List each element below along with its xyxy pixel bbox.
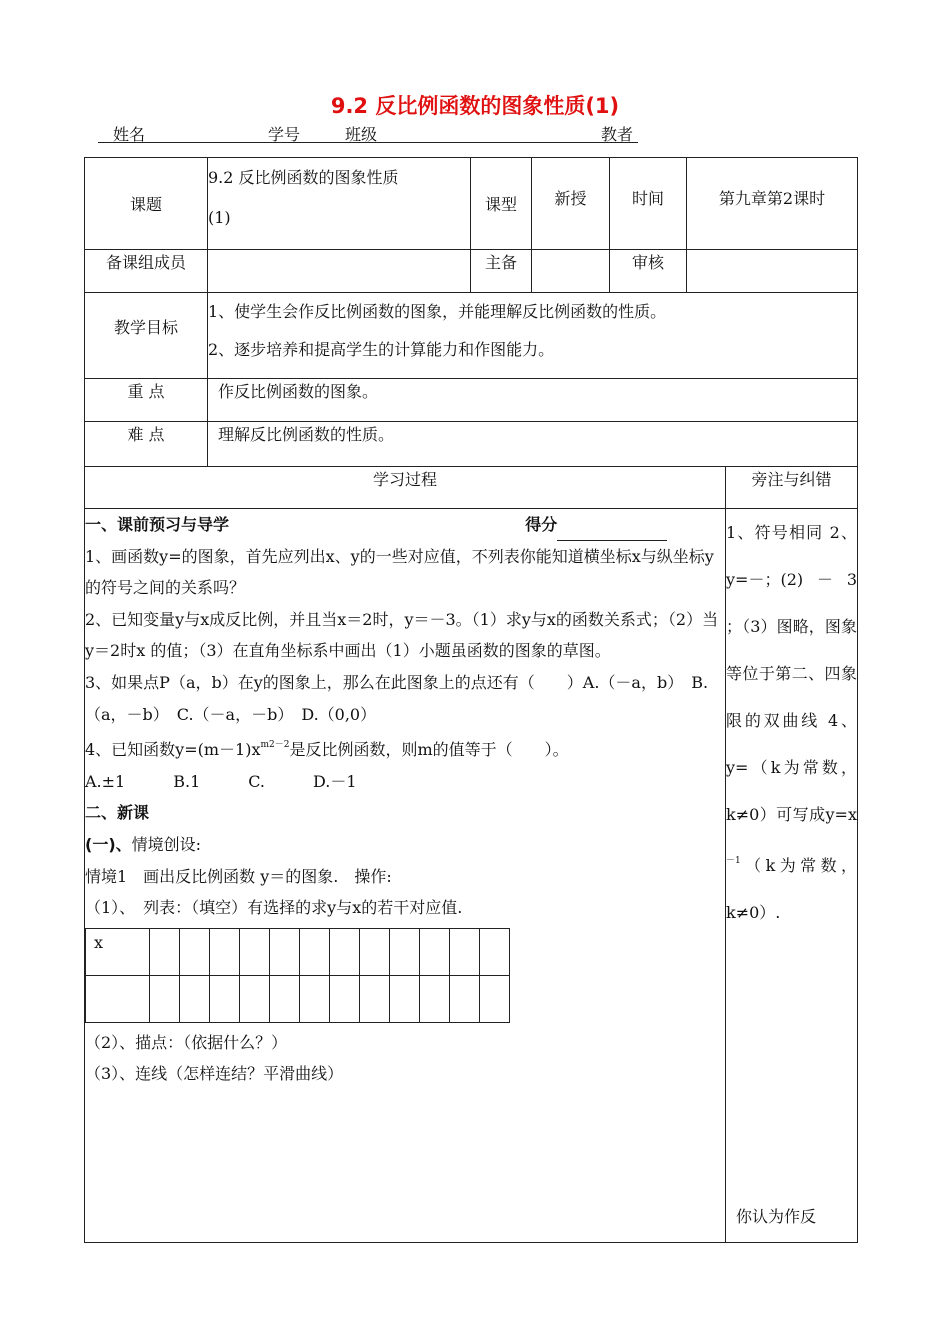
group-value[interactable] bbox=[208, 250, 471, 293]
objectives-row bbox=[85, 293, 858, 379]
question-4: 4、已知函数$y=(m-1)x^{m2-2}$是反比例函数，则m的值等于（ ）。 bbox=[85, 740, 569, 760]
time-value: 第九章第2课时 bbox=[687, 158, 858, 250]
key-point-label: 重 点 bbox=[85, 379, 208, 422]
teacher-label: 教者 bbox=[601, 125, 634, 144]
situation-1: 情境1 画出反比例函数 y＝的图象. 操作: bbox=[85, 866, 392, 886]
name-label: 姓名 bbox=[113, 125, 146, 144]
value-cell[interactable] bbox=[180, 928, 210, 975]
x-label: x bbox=[86, 928, 150, 975]
step-1-table-text: （1）、 列表：（填空）有选择的求y与x的若干对应值. bbox=[85, 898, 463, 918]
score-blank[interactable] bbox=[557, 522, 667, 541]
value-cell[interactable] bbox=[360, 928, 390, 975]
y-row-cell[interactable] bbox=[86, 975, 150, 1022]
step-3-connect: （3）、连线（怎样连结？平滑曲线） bbox=[85, 1064, 344, 1084]
topic-label: 课题 bbox=[85, 158, 208, 250]
score-label: 得分 bbox=[525, 515, 558, 534]
side-notes-content: 1、符号相同 2、y=－；(2) － 3 ；（3）图略，图象等位于第二、四象限的双曲线 4、y=（k为常数，k≠0）可写成$y=x^{-1}(k$为常数，k≠0）. 你认为作反 bbox=[726, 509, 858, 1243]
value-cell[interactable] bbox=[240, 975, 270, 1022]
value-cell[interactable] bbox=[480, 975, 510, 1022]
value-cell[interactable] bbox=[300, 928, 330, 975]
lead-value[interactable] bbox=[532, 250, 610, 293]
value-cell[interactable] bbox=[240, 928, 270, 975]
value-table bbox=[85, 928, 510, 1023]
new-lesson-heading: 二、新课 bbox=[85, 803, 150, 823]
process-header-row bbox=[85, 467, 858, 509]
student-id-label: 学号 bbox=[268, 125, 301, 144]
value-cell[interactable] bbox=[210, 975, 240, 1022]
value-cell[interactable] bbox=[270, 975, 300, 1022]
review-value[interactable] bbox=[687, 250, 858, 293]
value-cell[interactable] bbox=[360, 975, 390, 1022]
difficulty-label: 难 点 bbox=[85, 422, 208, 467]
question-1: 1、画函数y=的图象，首先应列出x、y的一些对应值，不列表你能知道横坐标x与纵坐标y 的符号之间的关系吗？ bbox=[85, 546, 714, 598]
lead-label: 主备 bbox=[471, 250, 532, 293]
situation-heading: (一)、情境创设: bbox=[85, 834, 202, 854]
value-cell[interactable] bbox=[330, 928, 360, 975]
side-notes-text: 1、符号相同 2、y=－；(2) － 3 ；（3）图略，图象等位于第二、四象限的双曲线 4、y=（k为常数，k≠0）可写成y=x bbox=[726, 523, 857, 824]
value-cell[interactable] bbox=[300, 975, 330, 1022]
objectives-label: 教学目标 bbox=[85, 293, 208, 379]
question-3: 3、如果点P（a，b）在y的图象上，那么在此图象上的点还有（ ）A.（－a，b） B.（a，－b） C.（－a，－b） D.（0,0） bbox=[85, 672, 709, 724]
group-label: 备课组成员 bbox=[85, 250, 208, 293]
side-exponent: －1 bbox=[726, 856, 741, 866]
value-cell[interactable] bbox=[330, 975, 360, 1022]
key-point-value: 作反比例函数的图象。 bbox=[208, 379, 858, 422]
process-header: 学习过程 bbox=[85, 467, 726, 509]
lesson-type-value: 新授 bbox=[532, 158, 610, 250]
question-4-options: A.±1 B.1 C. D.－1 bbox=[85, 771, 357, 791]
value-cell[interactable] bbox=[270, 928, 300, 975]
topic-row bbox=[85, 158, 858, 250]
value-cell[interactable] bbox=[390, 975, 420, 1022]
value-cell[interactable] bbox=[210, 928, 240, 975]
key-point-row bbox=[85, 379, 858, 422]
value-cell[interactable] bbox=[450, 928, 480, 975]
lesson-type-label: 课型 bbox=[471, 158, 532, 250]
review-label: 审核 bbox=[610, 250, 687, 293]
difficulty-row bbox=[85, 422, 858, 467]
difficulty-value: 理解反比例函数的性质。 bbox=[208, 422, 858, 467]
time-label: 时间 bbox=[610, 158, 687, 250]
process-content bbox=[85, 509, 726, 1243]
side-notes-bottom: 你认为作反 bbox=[736, 1207, 817, 1226]
process-body-row bbox=[85, 509, 858, 1243]
value-cell[interactable] bbox=[180, 975, 210, 1022]
exponent: m2－2 bbox=[260, 740, 290, 751]
value-cell[interactable] bbox=[150, 928, 180, 975]
preview-section-heading: 一、课前预习与导学 得分 bbox=[85, 509, 725, 541]
group-row bbox=[85, 250, 858, 293]
value-cell[interactable] bbox=[480, 928, 510, 975]
side-notes-header: 旁注与纠错 bbox=[726, 467, 858, 509]
class-label: 班级 bbox=[345, 125, 378, 144]
objectives-value: 1、使学生会作反比例函数的图象，并能理解反比例函数的性质。 2、逐步培养和提高学生的计算能力和作图能力。 bbox=[208, 293, 858, 379]
meta-underline bbox=[98, 142, 638, 143]
question-2: 2、已知变量y与x成反比例，并且当x＝2时，y＝－3。（1）求y与x的函数关系式；（2）当y＝2时x 的值；（3）在直角坐标系中画出（1）小题虽函数的图象的草图。 bbox=[85, 609, 719, 661]
value-cell[interactable] bbox=[150, 975, 180, 1022]
value-cell[interactable] bbox=[450, 975, 480, 1022]
step-2-plot-points: （2）、描点：（依据什么？） bbox=[85, 1032, 288, 1052]
page-title: 9.2 反比例函数的图象性质(1) bbox=[330, 94, 620, 118]
value-cell[interactable] bbox=[420, 975, 450, 1022]
topic-value: 9.2 反比例函数的图象性质 (1) bbox=[208, 158, 471, 250]
lesson-plan-table bbox=[84, 157, 858, 1243]
value-cell[interactable] bbox=[390, 928, 420, 975]
value-cell[interactable] bbox=[420, 928, 450, 975]
